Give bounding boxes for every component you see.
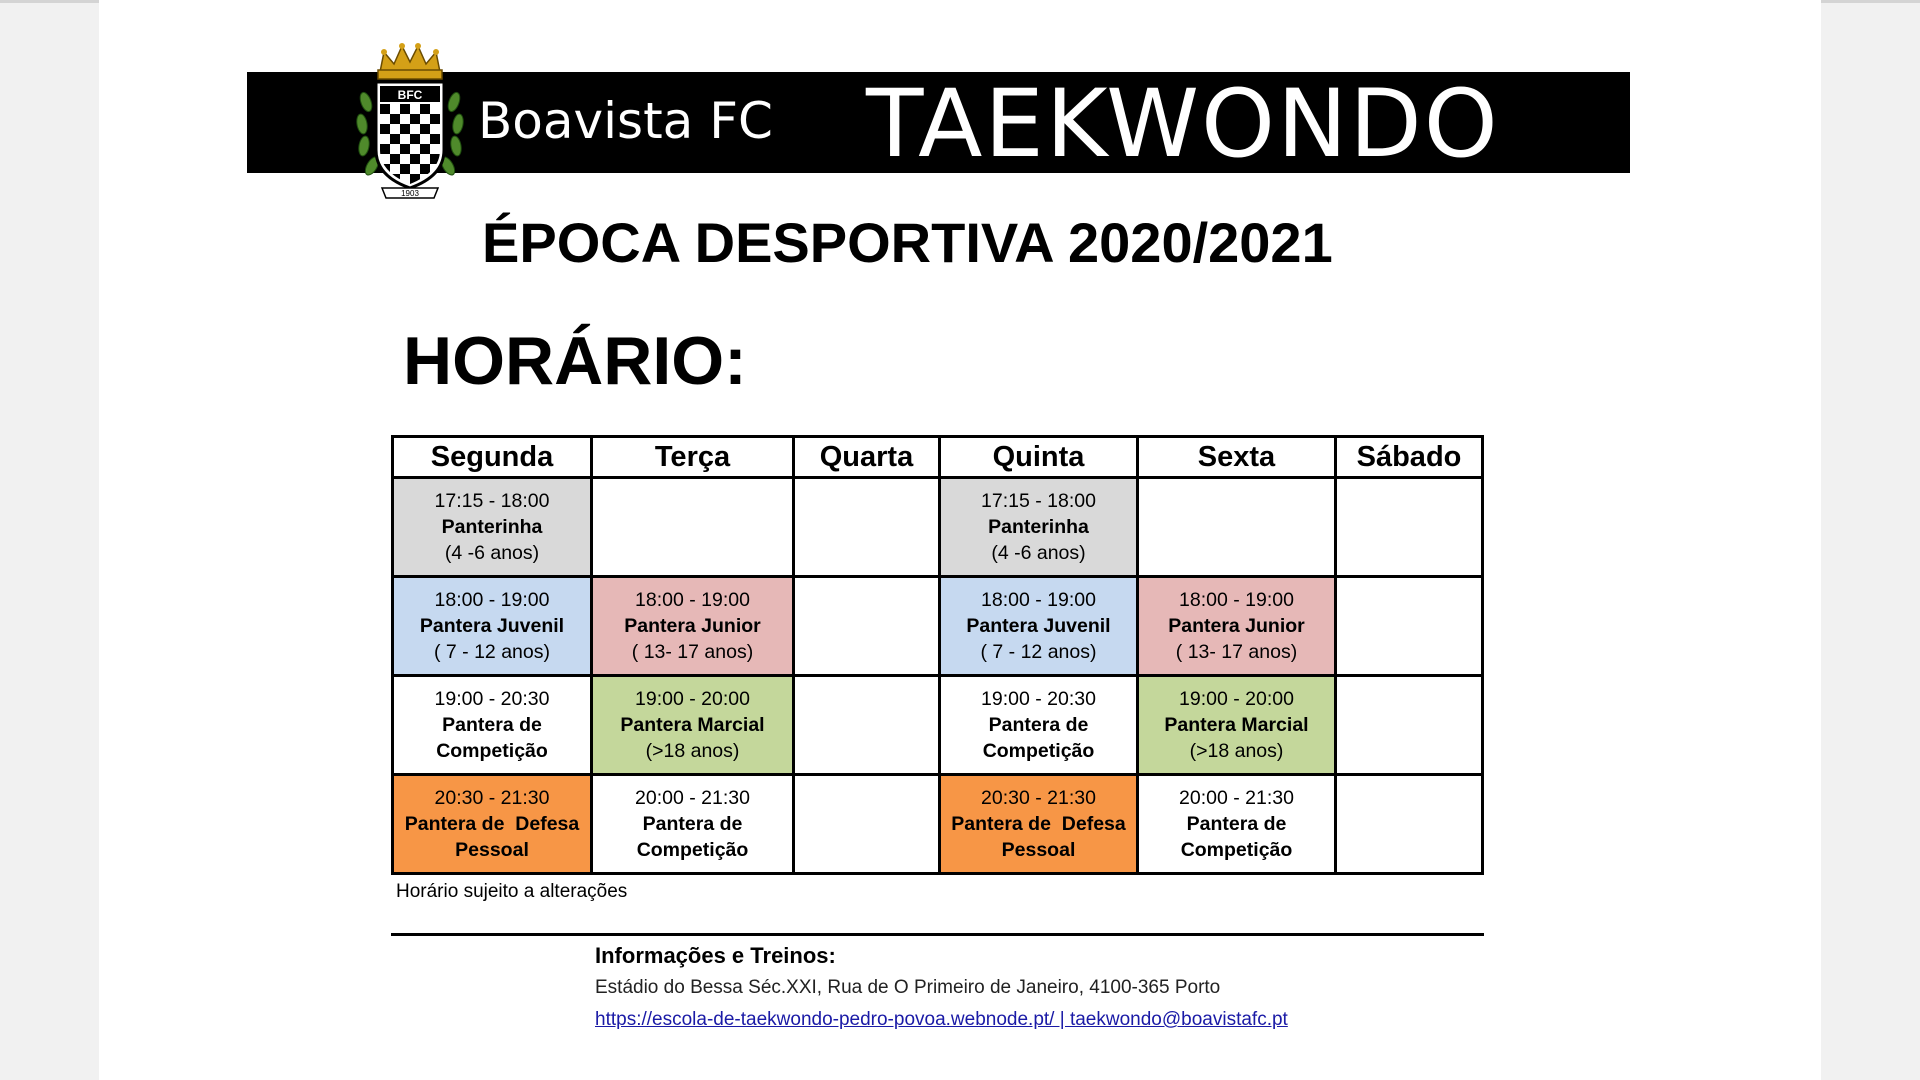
boavista-crest-logo [352,42,468,204]
footer-divider [391,933,1484,936]
class-slot [592,676,794,775]
slot-time: 19:00 - 20:00 [635,688,750,710]
slot-detail: Competição [982,740,1095,762]
day-header: Terça [592,437,794,478]
slot-class-name: Pantera Junior [1168,615,1305,637]
schedule-row [393,775,1483,874]
club-name: Boavista FC [478,92,773,150]
slot-class-name: Pantera de [1186,813,1287,835]
slot-time: 17:15 - 18:00 [981,490,1096,512]
class-slot [393,478,592,577]
empty-slot [1336,577,1483,676]
class-slot [940,577,1138,676]
day-header: Segunda [393,437,592,478]
class-slot [1138,775,1336,874]
class-slot [592,775,794,874]
schedule-header-row [393,437,1483,478]
class-slot [1138,676,1336,775]
slot-detail: Pessoal [455,839,529,861]
slot-time: 18:00 - 19:00 [1179,589,1294,611]
class-slot [940,775,1138,874]
slot-time: 20:30 - 21:30 [981,787,1096,809]
slot-time: 18:00 - 19:00 [635,589,750,611]
slot-class-name: Pantera de Defesa [951,813,1126,835]
svg-text:BFC: BFC [397,88,423,102]
slot-class-name: Pantera de [442,714,542,736]
empty-slot [794,775,940,874]
slot-detail: Competição [636,839,749,861]
info-address: Estádio do Bessa Séc.XXI, Rua de O Primeiro de Janeiro, 4100-365 Porto [595,977,1221,998]
slot-time: 19:00 - 20:30 [981,688,1096,710]
schedule-table [391,435,1484,875]
empty-slot [1336,676,1483,775]
class-slot [393,676,592,775]
class-slot [393,577,592,676]
empty-slot [794,478,940,577]
svg-text:1903: 1903 [401,189,419,198]
slot-class-name: Pantera Marcial [1164,714,1309,736]
slot-detail: ( 13- 17 anos) [1175,641,1298,663]
slot-detail: (4 -6 anos) [991,542,1086,564]
slot-class-name: Pantera de [642,813,743,835]
slot-time: 20:00 - 21:30 [1179,787,1294,809]
slot-detail: (>18 anos) [645,740,740,762]
day-header: Sábado [1336,437,1483,478]
class-slot [940,478,1138,577]
slot-class-name: Pantera Juvenil [419,615,565,637]
slot-detail: Competição [1180,839,1293,861]
slot-time: 17:15 - 18:00 [434,490,550,512]
empty-slot [1138,478,1336,577]
day-header: Quinta [940,437,1138,478]
slot-detail: Competição [436,740,548,762]
slot-class-name: Pantera de Defesa [404,813,580,835]
slot-class-name: Pantera de [988,714,1089,736]
slot-class-name: Panterinha [988,516,1089,538]
slot-detail: ( 7 - 12 anos) [980,641,1097,663]
class-slot [940,676,1138,775]
class-slot [393,775,592,874]
empty-slot [1336,775,1483,874]
slot-detail: (>18 anos) [1189,740,1284,762]
empty-slot [1336,478,1483,577]
slot-time: 18:00 - 19:00 [434,589,550,611]
info-links[interactable]: https://escola-de-taekwondo-pedro-povoa.webnode.pt/ | taekwondo@boavistafc.pt [595,1009,1288,1030]
slot-class-name: Pantera Marcial [620,714,765,736]
class-slot [1138,577,1336,676]
slot-time: 19:00 - 20:30 [434,688,550,710]
slot-time: 18:00 - 19:00 [981,589,1096,611]
day-header: Quarta [794,437,940,478]
slot-detail: Pessoal [1001,839,1076,861]
slot-detail: ( 13- 17 anos) [631,641,754,663]
class-slot [592,577,794,676]
slot-time: 20:00 - 21:30 [635,787,750,809]
schedule-row [393,676,1483,775]
schedule-heading: HORÁRIO: [403,323,747,399]
slot-detail: ( 7 - 12 anos) [434,641,550,663]
info-title: Informações e Treinos: [595,943,836,968]
empty-slot [794,676,940,775]
schedule-note: Horário sujeito a alterações [396,881,628,902]
sport-title: TAEKWONDO [866,70,1500,179]
slot-detail: (4 -6 anos) [444,542,540,564]
schedule-row [393,478,1483,577]
slot-time: 19:00 - 20:00 [1179,688,1294,710]
empty-slot [592,478,794,577]
slot-class-name: Pantera Junior [624,615,761,637]
slot-class-name: Pantera Juvenil [966,615,1111,637]
day-header: Sexta [1138,437,1336,478]
schedule-row [393,577,1483,676]
season-title: ÉPOCA DESPORTIVA 2020/2021 [482,211,1333,274]
slot-class-name: Panterinha [441,516,543,538]
empty-slot [794,577,940,676]
slot-time: 20:30 - 21:30 [434,787,550,809]
